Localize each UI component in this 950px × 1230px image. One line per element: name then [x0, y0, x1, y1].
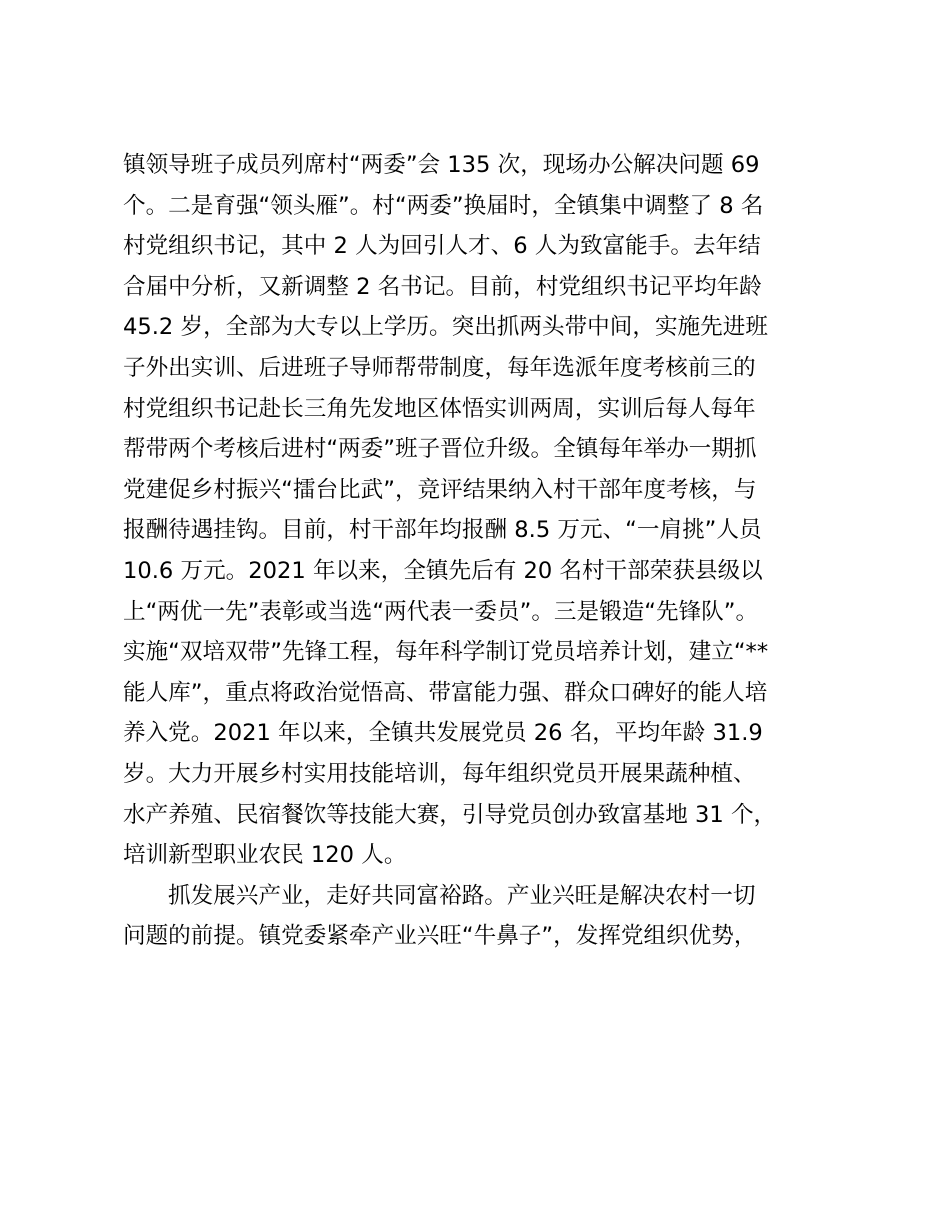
- text-line: 养入党。2021 年以来，全镇共发展党员 26 名，平均年龄 31.9: [123, 720, 763, 747]
- text-line: 10.6 万元。2021 年以来，全镇先后有 20 名村干部荣获县级以: [123, 557, 763, 584]
- text-line: 个。二是育强“领头雁”。村“两委”换届时，全镇集中调整了 8 名: [123, 192, 764, 219]
- text-line: 上“两优一先”表彰或当选“两代表一委员”。三是锻造“先锋队”。: [123, 598, 759, 625]
- text-line: 报酬待遇挂钩。目前，村干部年均报酬 8.5 万元、“一肩挑”人员: [123, 517, 762, 544]
- paragraph-first-line: 抓发展兴产业，走好共同富裕路。产业兴旺是解决农村一切: [168, 882, 756, 909]
- text-line: 问题的前提。镇党委紧牵产业兴旺“牛鼻子”，发挥党组织优势，: [123, 923, 757, 950]
- text-line: 子外出实训、后进班子导师帮带制度，每年选派年度考核前三的: [123, 354, 756, 381]
- text-line: 合届中分析，又新调整 2 名书记。目前，村党组织书记平均年龄: [123, 273, 762, 300]
- text-line: 水产养殖、民宿餐饮等技能大赛，引导党员创办致富基地 31 个，: [123, 801, 777, 828]
- text-line: 能人库”，重点将政治觉悟高、带富能力强、群众口碑好的能人培: [123, 679, 768, 706]
- text-line: 村党组织书记赴长三角先发地区体悟实训两周，实训后每人每年: [123, 395, 756, 422]
- document-body: [123, 145, 835, 957]
- text-line: 岁。大力开展乡村实用技能培训，每年组织党员开展果蔬种植、: [123, 760, 756, 787]
- text-line: 实施“双培双带”先锋工程，每年科学制订党员培养计划，建立“**: [123, 639, 769, 666]
- text-line: 培训新型职业农民 120 人。: [123, 842, 407, 869]
- text-line: 镇领导班子成员列席村“两委”会 135 次，现场办公解决问题 69: [123, 152, 760, 178]
- text-line: 45.2 岁，全部为大专以上学历。突出抓两头带中间，实施先进班: [123, 314, 768, 341]
- text-line: 村党组织书记，其中 2 人为回引人才、6 人为致富能手。去年结: [123, 233, 761, 260]
- text-line: 党建促乡村振兴“擂台比武”，竞评结果纳入村干部年度考核，与: [123, 476, 757, 503]
- text-line: 帮带两个考核后进村“两委”班子晋位升级。全镇每年举办一期抓: [123, 436, 757, 463]
